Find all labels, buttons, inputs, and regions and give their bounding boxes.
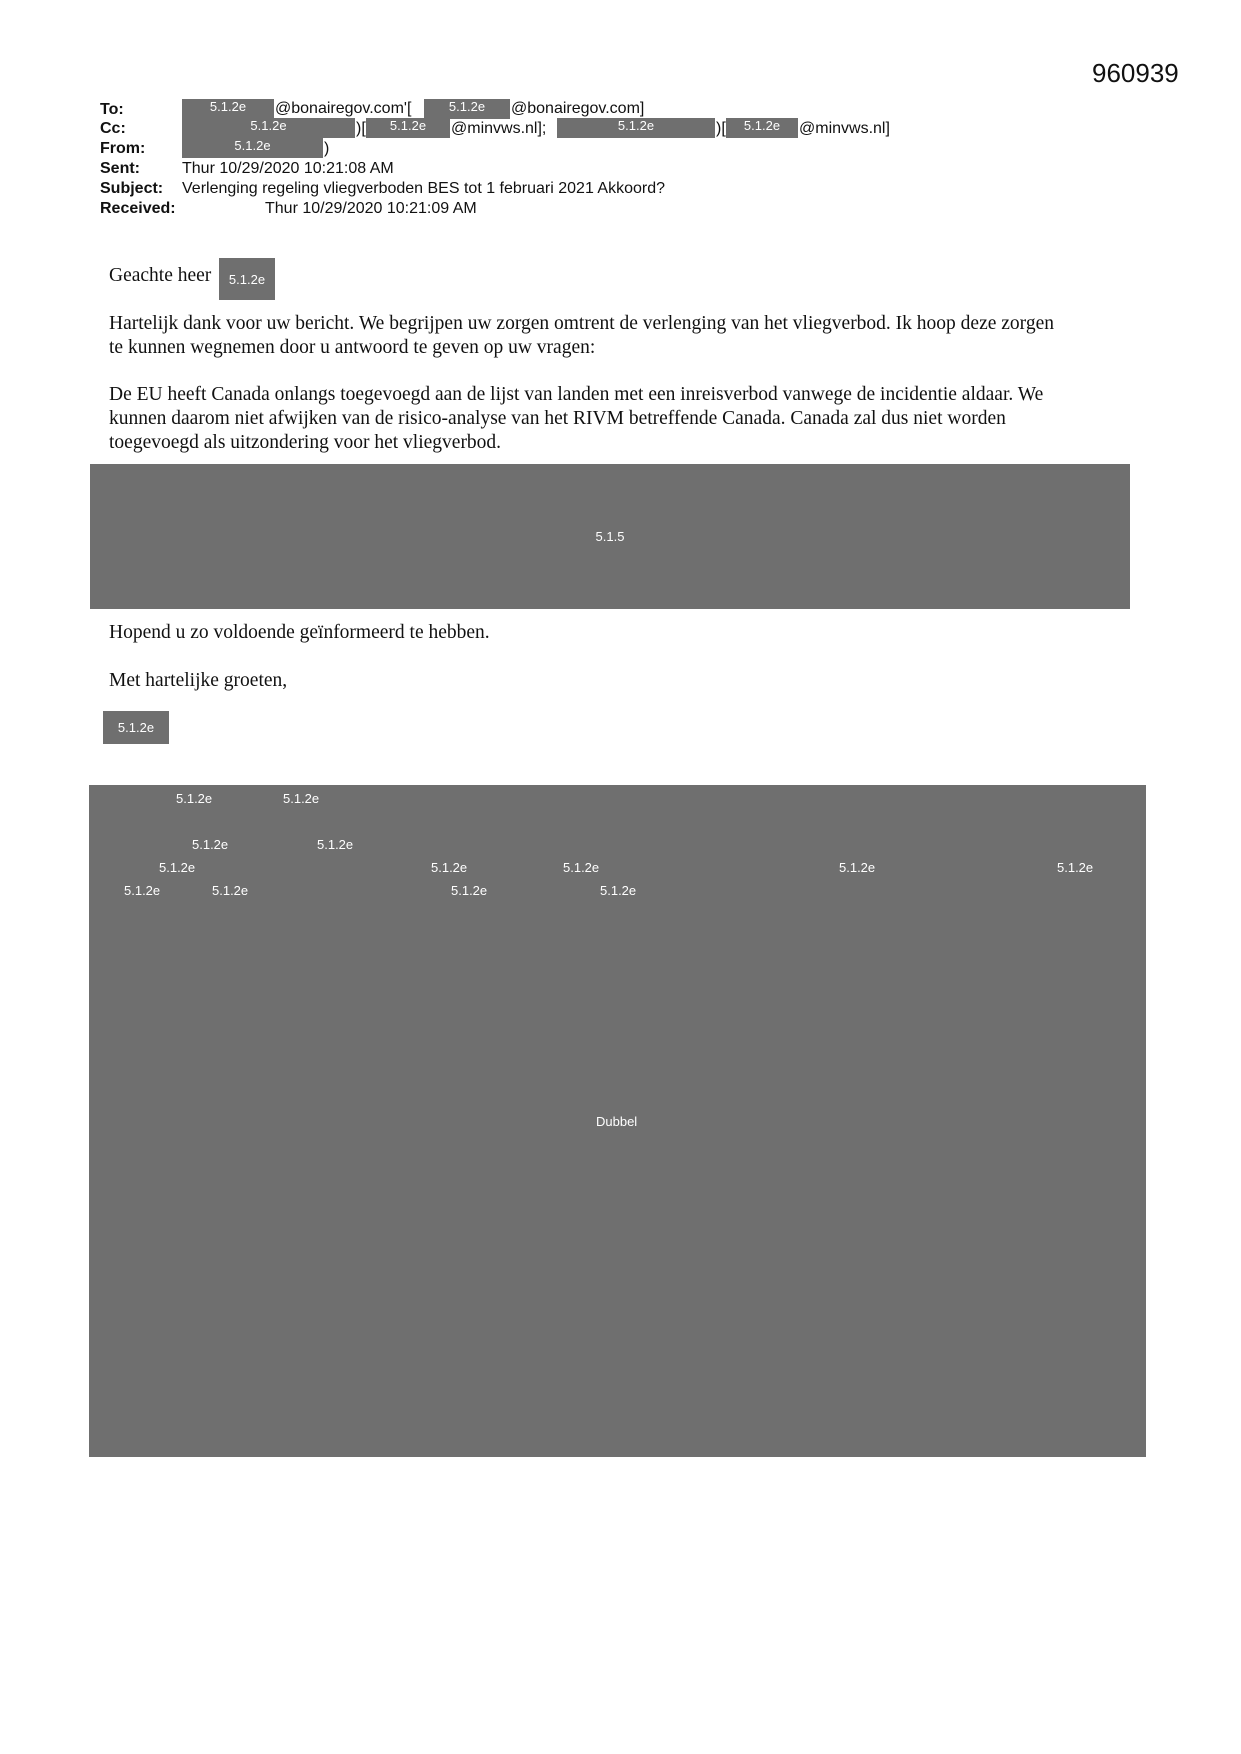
subject-label: Subject: [100, 180, 164, 197]
cc-domain-1: @minvws.nl]; [451, 120, 547, 137]
subject-value: Verlenging regeling vliegverboden BES tot 1 februari 2021 Akkoord? [182, 180, 665, 197]
redaction-label: 5.1.2e [451, 883, 488, 898]
sent-label: Sent: [100, 160, 140, 177]
redaction-label: 5.1.2e [212, 883, 249, 898]
from-label: From: [100, 140, 146, 157]
redaction-label: 5.1.2e [600, 883, 637, 898]
redaction-label: 5.1.2e [283, 791, 320, 806]
redaction-cc-1: 5.1.2e [182, 118, 355, 138]
redaction-label: 5.1.2e [159, 860, 196, 875]
cc-sep-1: )[ [356, 120, 366, 137]
from-end: ) [324, 140, 330, 157]
redaction-label: 5.1.2e [839, 860, 876, 875]
paragraph-1-line-2: te kunnen wegnemen door u antwoord te geven op uw vragen: [109, 337, 596, 358]
closing-line-1: Hopend u zo voldoende geïnformeerd te hebben. [109, 622, 490, 643]
paragraph-2-line-3: toegevoegd als uitzondering voor het vliegverbod. [109, 432, 502, 453]
redaction-cc-2: 5.1.2e [366, 118, 450, 138]
redaction-cc-4: 5.1.2e [726, 118, 798, 138]
redaction-label: 5.1.2e [1057, 860, 1094, 875]
paragraph-2-line-2: kunnen daarom niet afwijken van de risico-analyse van het RIVM betreffende Canada. Canada zal dus niet worden [109, 408, 1006, 429]
sent-value: Thur 10/29/2020 10:21:08 AM [182, 160, 394, 177]
redaction-to-2: 5.1.2e [424, 99, 510, 119]
received-label: Received: [100, 200, 176, 217]
to-label: To: [100, 101, 124, 118]
to-domain-1: @bonairegov.com'[ [275, 100, 412, 117]
to-domain-2: @bonairegov.com] [511, 100, 645, 117]
redaction-block-515: 5.1.5 [90, 464, 1130, 609]
redaction-label: 5.1.2e [317, 837, 354, 852]
received-value: Thur 10/29/2020 10:21:09 AM [265, 200, 477, 217]
redaction-from: 5.1.2e [182, 138, 323, 158]
redaction-label: 5.1.2e [431, 860, 468, 875]
redaction-cc-3: 5.1.2e [557, 118, 715, 138]
document-number: 960939 [1092, 58, 1179, 88]
closing-line-2: Met hartelijke groeten, [109, 670, 288, 691]
cc-label: Cc: [100, 120, 126, 137]
paragraph-1-line-1: Hartelijk dank voor uw bericht. We begrijpen uw zorgen omtrent de verlenging van het vliegverbod. Ik hoop deze zorgen [109, 313, 1054, 334]
redaction-label: 5.1.2e [176, 791, 213, 806]
redaction-salutation-name: 5.1.2e [219, 258, 275, 300]
redaction-signature: 5.1.2e [103, 711, 169, 744]
cc-domain-2: @minvws.nl] [799, 120, 890, 137]
redaction-label: 5.1.2e [563, 860, 600, 875]
paragraph-2-line-1: De EU heeft Canada onlangs toegevoegd aan de lijst van landen met een inreisverbod vanwege de incidentie aldaar. We [109, 384, 1044, 405]
redaction-label: 5.1.2e [192, 837, 229, 852]
redaction-label-dubbel: Dubbel [596, 1114, 638, 1129]
salutation: Geachte heer [109, 265, 212, 286]
cc-sep-2: )[ [716, 120, 726, 137]
redaction-label: 5.1.2e [124, 883, 161, 898]
redaction-to-1: 5.1.2e [182, 99, 274, 119]
